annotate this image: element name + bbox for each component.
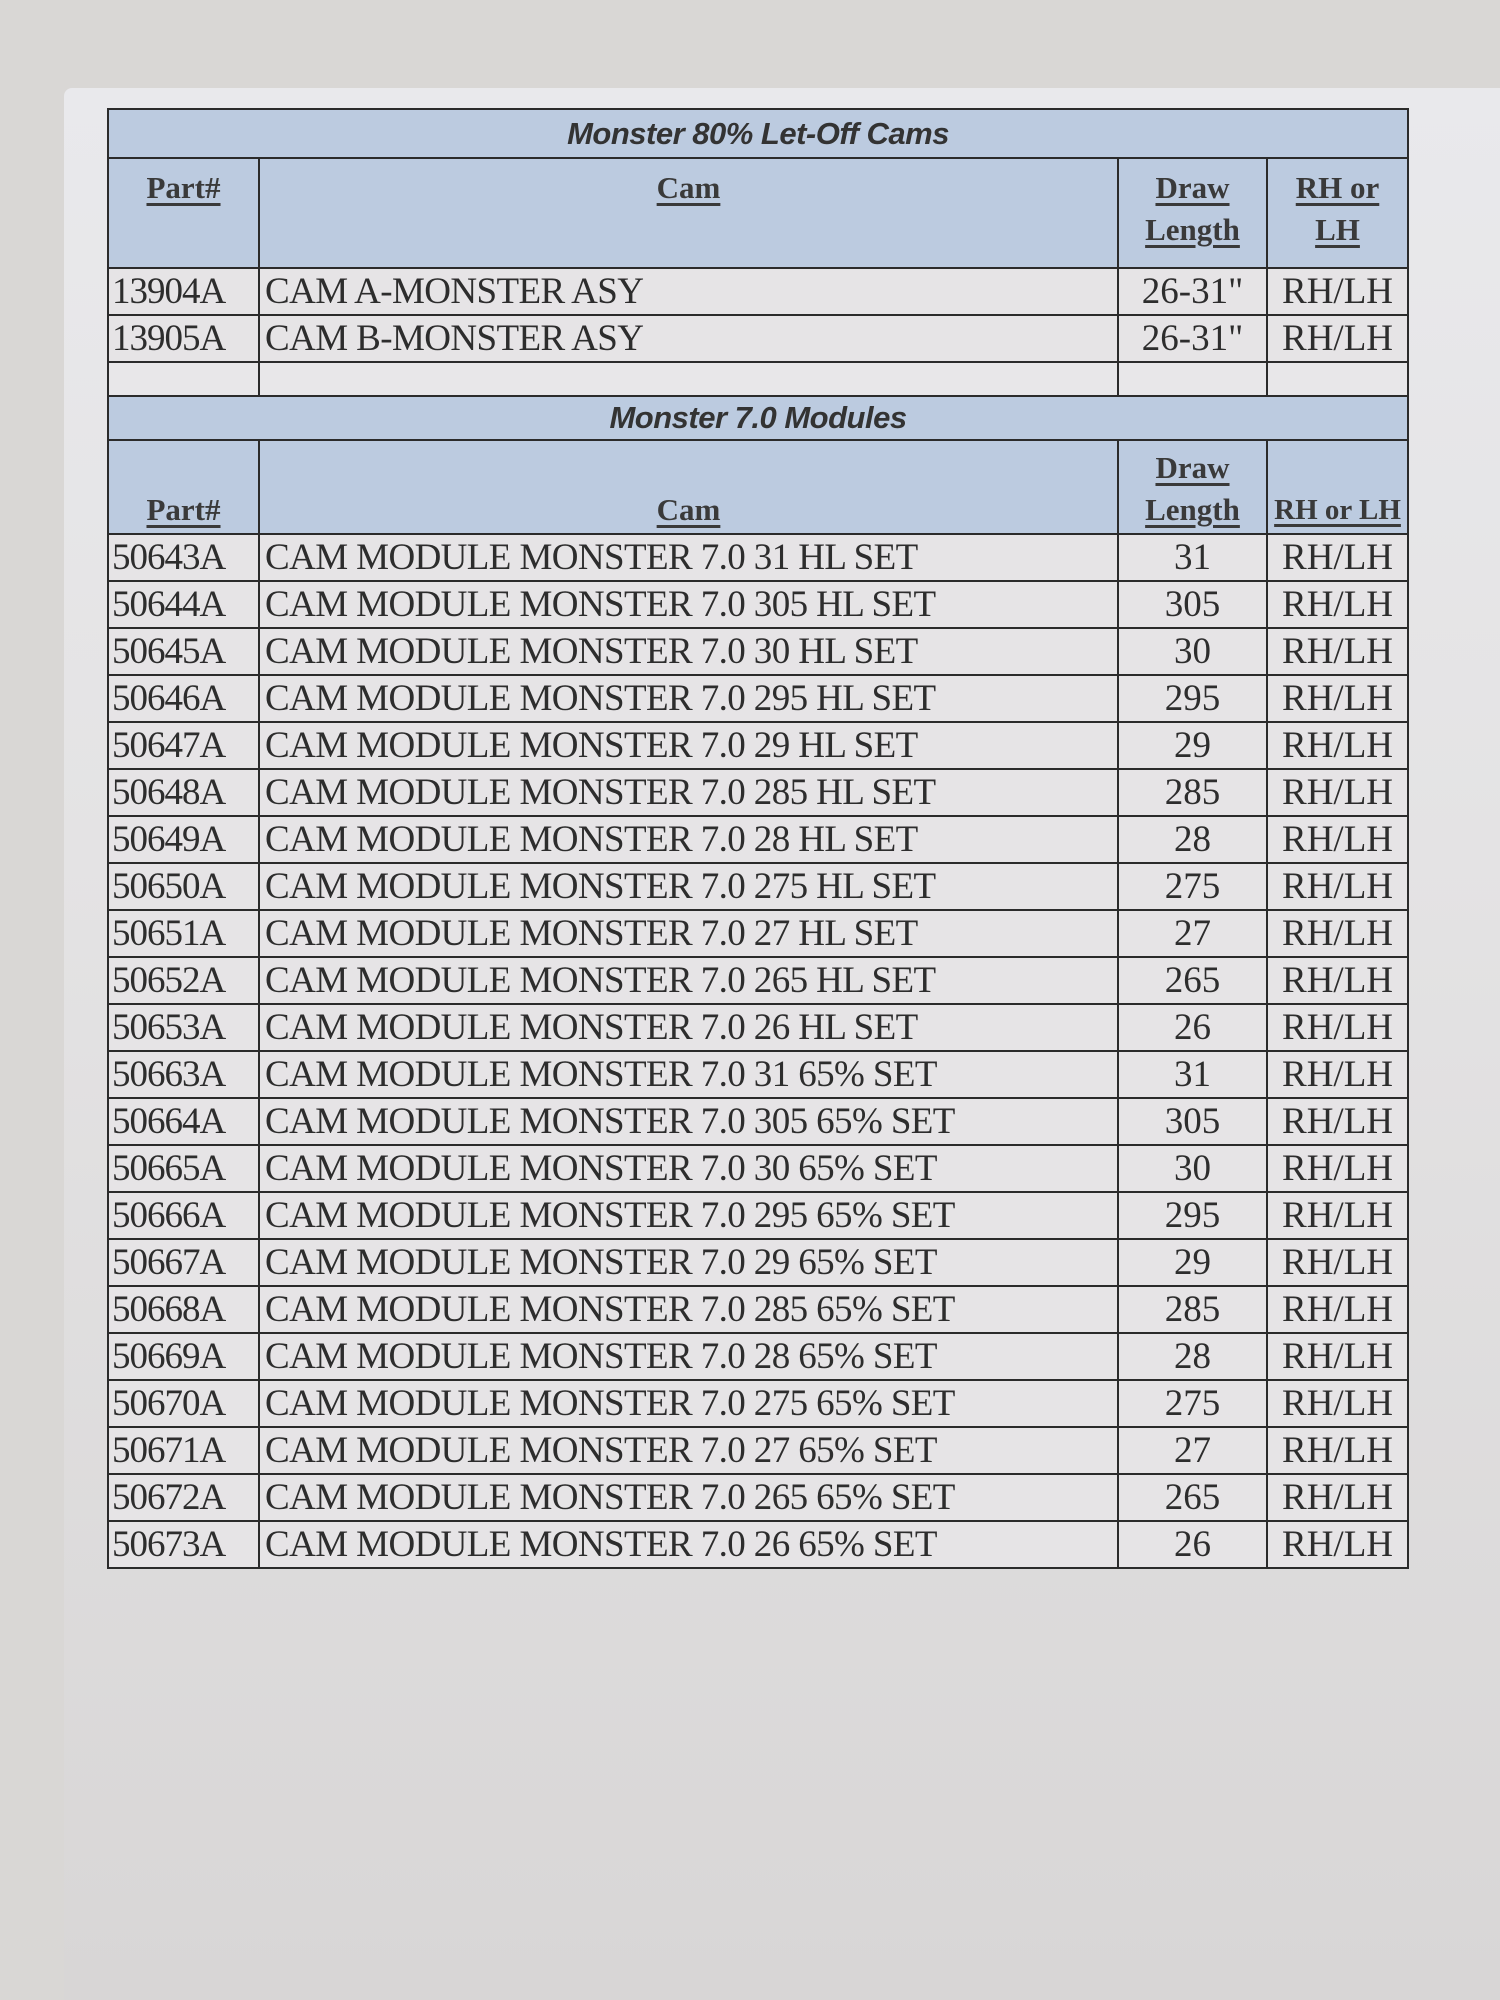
- table-row: [108, 1286, 1408, 1333]
- table-row: [108, 1521, 1408, 1568]
- draw-length: 275: [1118, 863, 1267, 910]
- part-number: 50668A: [108, 1286, 259, 1333]
- table-row: [108, 1239, 1408, 1286]
- cam-description: CAM MODULE MONSTER 7.0 275 65% SET: [259, 1380, 1118, 1427]
- draw-length: 295: [1118, 1192, 1267, 1239]
- draw-length: 29: [1118, 722, 1267, 769]
- cam-description: CAM MODULE MONSTER 7.0 29 65% SET: [259, 1239, 1118, 1286]
- section-7-0-modules: [108, 396, 1408, 1568]
- header-rh-or-lh: RH or LH: [1267, 158, 1408, 268]
- table-row: [108, 863, 1408, 910]
- handedness: RH/LH: [1267, 1004, 1408, 1051]
- draw-length: 30: [1118, 628, 1267, 675]
- header-draw-length: Draw Length: [1118, 440, 1267, 534]
- handedness: RH/LH: [1267, 722, 1408, 769]
- handedness: RH/LH: [1267, 1239, 1408, 1286]
- handedness: RH/LH: [1267, 1286, 1408, 1333]
- cam-description: CAM MODULE MONSTER 7.0 26 65% SET: [259, 1521, 1118, 1568]
- cam-description: CAM MODULE MONSTER 7.0 30 HL SET: [259, 628, 1118, 675]
- table-row: [108, 1474, 1408, 1521]
- cam-description: CAM MODULE MONSTER 7.0 28 65% SET: [259, 1333, 1118, 1380]
- draw-length: 28: [1118, 1333, 1267, 1380]
- table-row: [108, 957, 1408, 1004]
- cam-description: CAM MODULE MONSTER 7.0 275 HL SET: [259, 863, 1118, 910]
- handedness: RH/LH: [1267, 1380, 1408, 1427]
- cam-description: CAM MODULE MONSTER 7.0 305 65% SET: [259, 1098, 1118, 1145]
- handedness: RH/LH: [1267, 957, 1408, 1004]
- handedness: RH/LH: [1267, 1145, 1408, 1192]
- handedness: RH/LH: [1267, 1192, 1408, 1239]
- part-number: 50666A: [108, 1192, 259, 1239]
- table-row: [108, 268, 1408, 315]
- handedness: RH/LH: [1267, 628, 1408, 675]
- part-number: 50645A: [108, 628, 259, 675]
- part-number: 50672A: [108, 1474, 259, 1521]
- header-draw-length: Draw Length: [1118, 158, 1267, 268]
- cam-description: CAM MODULE MONSTER 7.0 295 65% SET: [259, 1192, 1118, 1239]
- draw-length: 305: [1118, 1098, 1267, 1145]
- handedness: RH/LH: [1267, 816, 1408, 863]
- cam-description: CAM MODULE MONSTER 7.0 295 HL SET: [259, 675, 1118, 722]
- part-number: 13905A: [108, 315, 259, 362]
- cam-description: CAM MODULE MONSTER 7.0 31 HL SET: [259, 534, 1118, 581]
- cam-description: CAM MODULE MONSTER 7.0 31 65% SET: [259, 1051, 1118, 1098]
- part-number: 50665A: [108, 1145, 259, 1192]
- part-number: 50643A: [108, 534, 259, 581]
- cam-description: CAM MODULE MONSTER 7.0 29 HL SET: [259, 722, 1118, 769]
- draw-length: 265: [1118, 1474, 1267, 1521]
- part-number: 50651A: [108, 910, 259, 957]
- table-row: [108, 1192, 1408, 1239]
- table-row: [108, 1098, 1408, 1145]
- part-number: 50673A: [108, 1521, 259, 1568]
- handedness: RH/LH: [1267, 1333, 1408, 1380]
- part-number: 50664A: [108, 1098, 259, 1145]
- draw-length: 285: [1118, 1286, 1267, 1333]
- table-row: [108, 769, 1408, 816]
- part-number: 50669A: [108, 1333, 259, 1380]
- cam-description: CAM MODULE MONSTER 7.0 285 65% SET: [259, 1286, 1118, 1333]
- draw-length: 265: [1118, 957, 1267, 1004]
- header-part: Part#: [108, 158, 259, 268]
- draw-length: 26-31": [1118, 268, 1267, 315]
- section-title: Monster 7.0 Modules: [108, 396, 1408, 440]
- draw-length: 26: [1118, 1004, 1267, 1051]
- cam-description: CAM MODULE MONSTER 7.0 26 HL SET: [259, 1004, 1118, 1051]
- column-header-row: [108, 158, 1408, 268]
- draw-length: 295: [1118, 675, 1267, 722]
- handedness: RH/LH: [1267, 1098, 1408, 1145]
- handedness: RH/LH: [1267, 863, 1408, 910]
- cam-description: CAM B-MONSTER ASY: [259, 315, 1118, 362]
- table-row: [108, 628, 1408, 675]
- header-cam: Cam: [259, 158, 1118, 268]
- handedness: RH/LH: [1267, 769, 1408, 816]
- draw-length: 26: [1118, 1521, 1267, 1568]
- part-number: 50650A: [108, 863, 259, 910]
- handedness: RH/LH: [1267, 1427, 1408, 1474]
- draw-length: 305: [1118, 581, 1267, 628]
- table-row: [108, 1145, 1408, 1192]
- draw-length: 27: [1118, 910, 1267, 957]
- column-header-row: [108, 440, 1408, 534]
- handedness: RH/LH: [1267, 268, 1408, 315]
- table-row: [108, 722, 1408, 769]
- draw-length: 29: [1118, 1239, 1267, 1286]
- handedness: RH/LH: [1267, 1521, 1408, 1568]
- cam-description: CAM MODULE MONSTER 7.0 265 HL SET: [259, 957, 1118, 1004]
- part-number: 50646A: [108, 675, 259, 722]
- header-cam: Cam: [259, 440, 1118, 534]
- cam-description: CAM MODULE MONSTER 7.0 305 HL SET: [259, 581, 1118, 628]
- table-row: [108, 581, 1408, 628]
- draw-length: 30: [1118, 1145, 1267, 1192]
- handedness: RH/LH: [1267, 1051, 1408, 1098]
- handedness: RH/LH: [1267, 1474, 1408, 1521]
- part-number: 50647A: [108, 722, 259, 769]
- part-number: 50670A: [108, 1380, 259, 1427]
- draw-length: 275: [1118, 1380, 1267, 1427]
- handedness: RH/LH: [1267, 315, 1408, 362]
- part-number: 50663A: [108, 1051, 259, 1098]
- draw-length: 27: [1118, 1427, 1267, 1474]
- section-80-letoff-cams: [108, 109, 1408, 396]
- header-rh-or-lh: RH or LH: [1267, 440, 1408, 534]
- header-part: Part#: [108, 440, 259, 534]
- section-title: Monster 80% Let-Off Cams: [108, 109, 1408, 158]
- cam-description: CAM MODULE MONSTER 7.0 27 65% SET: [259, 1427, 1118, 1474]
- cam-description: CAM MODULE MONSTER 7.0 30 65% SET: [259, 1145, 1118, 1192]
- table-row: [108, 315, 1408, 362]
- part-number: 50652A: [108, 957, 259, 1004]
- table-row: [108, 1380, 1408, 1427]
- table-row: [108, 534, 1408, 581]
- part-number: 50653A: [108, 1004, 259, 1051]
- cam-description: CAM MODULE MONSTER 7.0 28 HL SET: [259, 816, 1118, 863]
- handedness: RH/LH: [1267, 910, 1408, 957]
- part-number: 50667A: [108, 1239, 259, 1286]
- cam-description: CAM MODULE MONSTER 7.0 265 65% SET: [259, 1474, 1118, 1521]
- part-number: 13904A: [108, 268, 259, 315]
- parts-table: [107, 108, 1409, 1569]
- draw-length: 31: [1118, 534, 1267, 581]
- table-row: [108, 1004, 1408, 1051]
- cam-description: CAM A-MONSTER ASY: [259, 268, 1118, 315]
- handedness: RH/LH: [1267, 675, 1408, 722]
- table-row: [108, 1051, 1408, 1098]
- cam-description: CAM MODULE MONSTER 7.0 27 HL SET: [259, 910, 1118, 957]
- draw-length: 285: [1118, 769, 1267, 816]
- table-row: [108, 816, 1408, 863]
- part-number: 50671A: [108, 1427, 259, 1474]
- draw-length: 28: [1118, 816, 1267, 863]
- table-row: [108, 1333, 1408, 1380]
- empty-spacer-row: [108, 362, 1408, 396]
- table-row: [108, 675, 1408, 722]
- cam-description: CAM MODULE MONSTER 7.0 285 HL SET: [259, 769, 1118, 816]
- draw-length: 31: [1118, 1051, 1267, 1098]
- part-number: 50644A: [108, 581, 259, 628]
- draw-length: 26-31": [1118, 315, 1267, 362]
- table-row: [108, 910, 1408, 957]
- handedness: RH/LH: [1267, 534, 1408, 581]
- table-row: [108, 1427, 1408, 1474]
- part-number: 50649A: [108, 816, 259, 863]
- handedness: RH/LH: [1267, 581, 1408, 628]
- part-number: 50648A: [108, 769, 259, 816]
